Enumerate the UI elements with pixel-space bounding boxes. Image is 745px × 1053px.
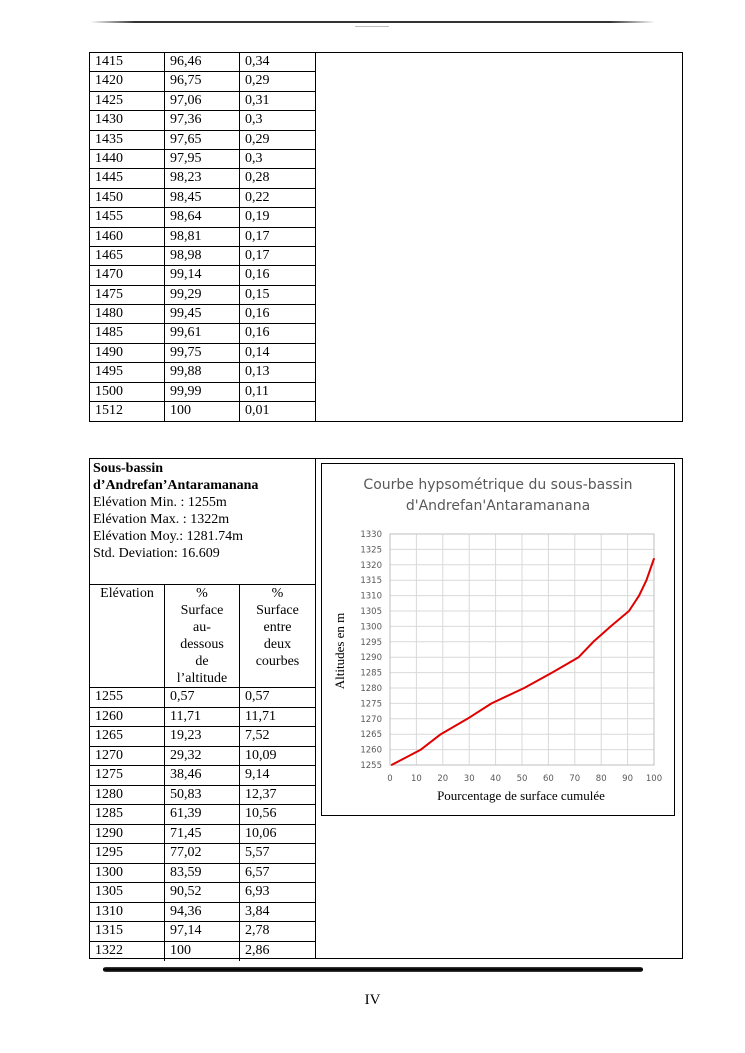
surface-below-cell: 99,61 [165,324,240,342]
surface-between-cell: 10,09 [245,747,277,763]
surface-between-cell: 0,14 [245,344,270,360]
surface-between-cell: 0,11 [245,383,269,399]
elevation-cell: 1512 [90,402,165,421]
x-tick-label: 100 [645,774,663,784]
surface-between-cell: 12,37 [245,786,277,802]
table-row [90,169,315,188]
elevation-cell: 1290 [90,825,165,844]
surface-below-cell: 97,06 [165,92,240,110]
table-row [90,266,315,285]
surface-between-cell: 2,86 [245,942,270,958]
x-tick-label: 90 [622,774,634,784]
elevation-cell: 1425 [90,92,165,110]
chart-title-line1: Courbe hypsométrique du sous-bassin [363,477,633,493]
surface-below-cell: 90,52 [165,883,240,902]
table-row [90,922,315,942]
elevation-cell: 1270 [90,747,165,766]
empty-cell [315,53,682,421]
elevation-cell: 1435 [90,131,165,149]
header-line: Surface [256,603,299,618]
y-tick-label: 1280 [360,684,382,694]
surface-between-cell: 11,71 [245,708,276,724]
basin-data-column [90,459,315,958]
table-row [90,903,315,923]
y-tick-label: 1260 [360,745,382,756]
table-row [90,688,315,708]
surface-between-cell: 0,31 [245,92,270,108]
y-tick-label: 1325 [360,545,382,556]
surface-below-cell: 71,45 [165,825,240,844]
elevation-cell: 1475 [90,286,165,304]
table-row [90,844,315,864]
elevation-cell: 1255 [90,688,165,707]
basin-table [89,458,683,959]
elevation-cell: 1480 [90,305,165,323]
table-row [90,92,315,111]
basin-info [90,459,315,585]
surface-below-cell: 99,99 [165,383,240,401]
table-row [90,111,315,130]
elevation-cell: 1415 [90,53,165,71]
table-row [90,727,315,747]
surface-below-cell: 83,59 [165,864,240,883]
data-point [491,703,493,705]
header-line: courbes [255,654,300,669]
surface-below-cell: 29,32 [165,747,240,766]
header-line: % [271,586,284,601]
surface-below-cell: 98,64 [165,208,240,226]
data-point [391,764,393,766]
y-tick-label: 1330 [360,530,382,540]
surface-between-cell: 0,19 [245,209,270,225]
surface-below-cell: 98,81 [165,228,240,246]
x-tick-label: 40 [490,774,502,784]
header-line: % [196,586,208,601]
elevation-cell: 1260 [90,708,165,727]
footer-rule [103,967,643,972]
surface-between-cell: 0,17 [245,247,270,263]
surface-between-cell: 10,06 [245,825,277,841]
surface-below-cell: 100 [165,402,240,421]
y-axis-label: Altitudes en m [332,612,347,690]
surface-below-cell: 99,45 [165,305,240,323]
elevation-cell: 1275 [90,766,165,785]
table-row [90,825,315,845]
surface-between-cell: 0,16 [245,325,270,341]
x-tick-label: 0 [387,774,393,784]
surface-below-cell: 98,98 [165,247,240,265]
surface-below-cell: 61,39 [165,805,240,824]
x-tick-label: 30 [463,774,475,784]
y-tick-label: 1310 [360,591,382,602]
header-line: dessous [180,637,224,652]
std-deviation: Std. Deviation: 16.609 [93,546,220,561]
surface-between-cell: 0,57 [245,689,270,704]
elevation-cell: 1440 [90,150,165,168]
data-point [467,718,469,720]
data-point [551,672,553,674]
header-surface-between [240,585,315,687]
surface-below-cell: 50,83 [165,786,240,805]
surface-below-cell: 99,29 [165,286,240,304]
surface-between-cell: 6,93 [245,884,270,899]
header-line: de [195,654,209,669]
table-row [90,189,315,208]
page-number: IV [364,992,381,1008]
surface-between-cell: 0,16 [245,306,270,322]
data-point [653,558,655,560]
y-tick-label: 1305 [360,607,382,617]
data-point [646,579,648,581]
y-tick-label: 1315 [360,576,382,587]
table-row [90,942,315,962]
table-row [90,131,315,150]
table-row [90,208,315,227]
table-row [90,883,315,903]
chart-svg [322,464,674,815]
surface-below-cell: 99,75 [165,344,240,362]
surface-below-cell: 97,36 [165,111,240,129]
elevation-cell: 1280 [90,786,165,805]
surface-between-cell: 0,13 [245,364,270,380]
surface-between-cell: 3,84 [245,903,270,919]
y-tick-label: 1270 [360,714,382,725]
elevation-cell: 1295 [90,844,165,863]
table-row [90,286,315,305]
table-row [90,766,315,786]
basin-name-line1: Sous-bassin [93,461,164,476]
elevation-cell: 1285 [90,805,165,824]
elevation-cell: 1465 [90,247,165,265]
surface-between-cell: 0,29 [245,73,270,89]
header-line: Surface [180,603,224,618]
elevation-cell: 1322 [90,942,165,962]
table2-rows [90,688,315,961]
y-tick-label: 1320 [360,560,382,571]
surface-between-cell: 0,34 [245,54,270,69]
elevation-cell: 1455 [90,208,165,226]
elevation-min: Elévation Min. : 1255m [93,495,227,510]
table-row [90,344,315,363]
y-tick-label: 1265 [360,730,382,741]
y-tick-label: 1295 [360,637,382,648]
data-point [420,749,422,751]
surface-between-cell: 0,17 [245,228,270,244]
surface-below-cell: 96,75 [165,72,240,90]
y-tick-label: 1285 [360,668,382,679]
surface-between-cell: 5,57 [245,845,270,860]
surface-below-cell: 11,71 [165,708,240,727]
table1-rows [90,53,315,421]
data-point [610,626,612,628]
surface-between-cell: 0,3 [245,112,263,128]
surface-below-cell: 97,65 [165,131,240,149]
table-row [90,805,315,825]
x-axis-label: Pourcentage de surface cumulée [437,788,605,803]
x-tick-label: 80 [595,774,607,784]
surface-between-cell: 6,57 [245,864,270,880]
surface-between-cell: 0,3 [245,150,263,166]
elevation-cell: 1420 [90,72,165,90]
table-row [90,363,315,382]
y-tick-label: 1275 [360,699,382,710]
elevation-cell: 1430 [90,111,165,129]
surface-below-cell: 97,14 [165,922,240,941]
elevation-cell: 1305 [90,883,165,902]
basin-name-line2: d’Andrefan’Antaramanana [93,478,259,493]
elevation-cell: 1265 [90,727,165,746]
table-row [90,228,315,247]
elevation-cell: 1315 [90,922,165,941]
surface-below-cell: 19,23 [165,727,240,746]
surface-below-cell: 98,45 [165,189,240,207]
elevation-cell: 1445 [90,169,165,187]
table-row [90,247,315,266]
elevation-cell: 1470 [90,266,165,284]
y-tick-label: 1300 [360,622,382,633]
surface-below-cell: 98,23 [165,169,240,187]
surface-between-cell: 0,16 [245,267,270,283]
surface-between-cell: 0,28 [245,170,270,186]
elevation-cell: 1300 [90,864,165,883]
surface-below-cell: 99,14 [165,266,240,284]
surface-below-cell: 0,57 [165,688,240,707]
header-line: entre [263,620,292,635]
header-rule-mark [355,26,389,27]
table-row [90,72,315,91]
surface-between-cell: 0,15 [245,286,270,302]
data-point [523,687,525,689]
surface-below-cell: 97,95 [165,150,240,168]
table-row [90,786,315,806]
table-row [90,324,315,343]
data-point [578,656,580,658]
surface-between-cell: 2,78 [245,923,270,938]
surface-between-cell: 7,52 [245,728,270,743]
table-row [90,383,315,402]
elevation-cell: 1460 [90,228,165,246]
table-row [90,402,315,421]
elevation-cell: 1485 [90,324,165,342]
surface-between-cell: 0,01 [245,403,270,419]
data-point [628,610,630,612]
y-tick-label: 1290 [360,653,382,664]
table-row [90,305,315,324]
data-point [593,641,595,643]
elevation-cell: 1490 [90,344,165,362]
table-row [90,150,315,169]
table-header [90,585,315,688]
hypsometric-chart [321,463,675,816]
x-tick-label: 10 [410,774,422,784]
x-tick-label: 20 [437,774,449,784]
surface-below-cell: 100 [165,942,240,962]
header-surface-below [165,585,240,687]
surface-between-cell: 9,14 [245,767,270,782]
elevation-max: Elévation Max. : 1322m [93,512,230,527]
table-row [90,747,315,767]
chart-title-line2: d'Andrefan'Antaramanana [405,498,591,514]
data-point [638,595,640,597]
surface-between-cell: 0,29 [245,131,270,147]
table-row [90,864,315,884]
surface-below-cell: 77,02 [165,844,240,863]
surface-between-cell: 10,56 [245,806,277,821]
x-tick-label: 60 [542,774,554,784]
table-row [90,53,315,72]
header-line: au- [193,620,211,635]
elevation-cell: 1310 [90,903,165,922]
surface-between-cell: 0,22 [245,189,270,205]
elevation-cell: 1500 [90,383,165,401]
surface-below-cell: 94,36 [165,903,240,922]
header-line: l’altitude [176,671,228,686]
data-point [440,733,442,735]
chart-cell [315,459,682,958]
altitude-table-continued [89,52,683,422]
elevation-cell: 1495 [90,363,165,381]
x-tick-label: 50 [516,774,528,784]
x-tick-label: 70 [569,774,581,784]
elevation-cell: 1450 [90,189,165,207]
surface-below-cell: 99,88 [165,363,240,381]
header-rule [90,21,655,23]
table-row [90,708,315,728]
y-tick-label: 1255 [360,761,382,771]
surface-below-cell: 38,46 [165,766,240,785]
header-elevation: Elévation [90,585,165,687]
elevation-mean: Elévation Moy.: 1281.74m [93,529,243,544]
header-line: deux [263,637,292,652]
surface-below-cell: 96,46 [165,53,240,71]
